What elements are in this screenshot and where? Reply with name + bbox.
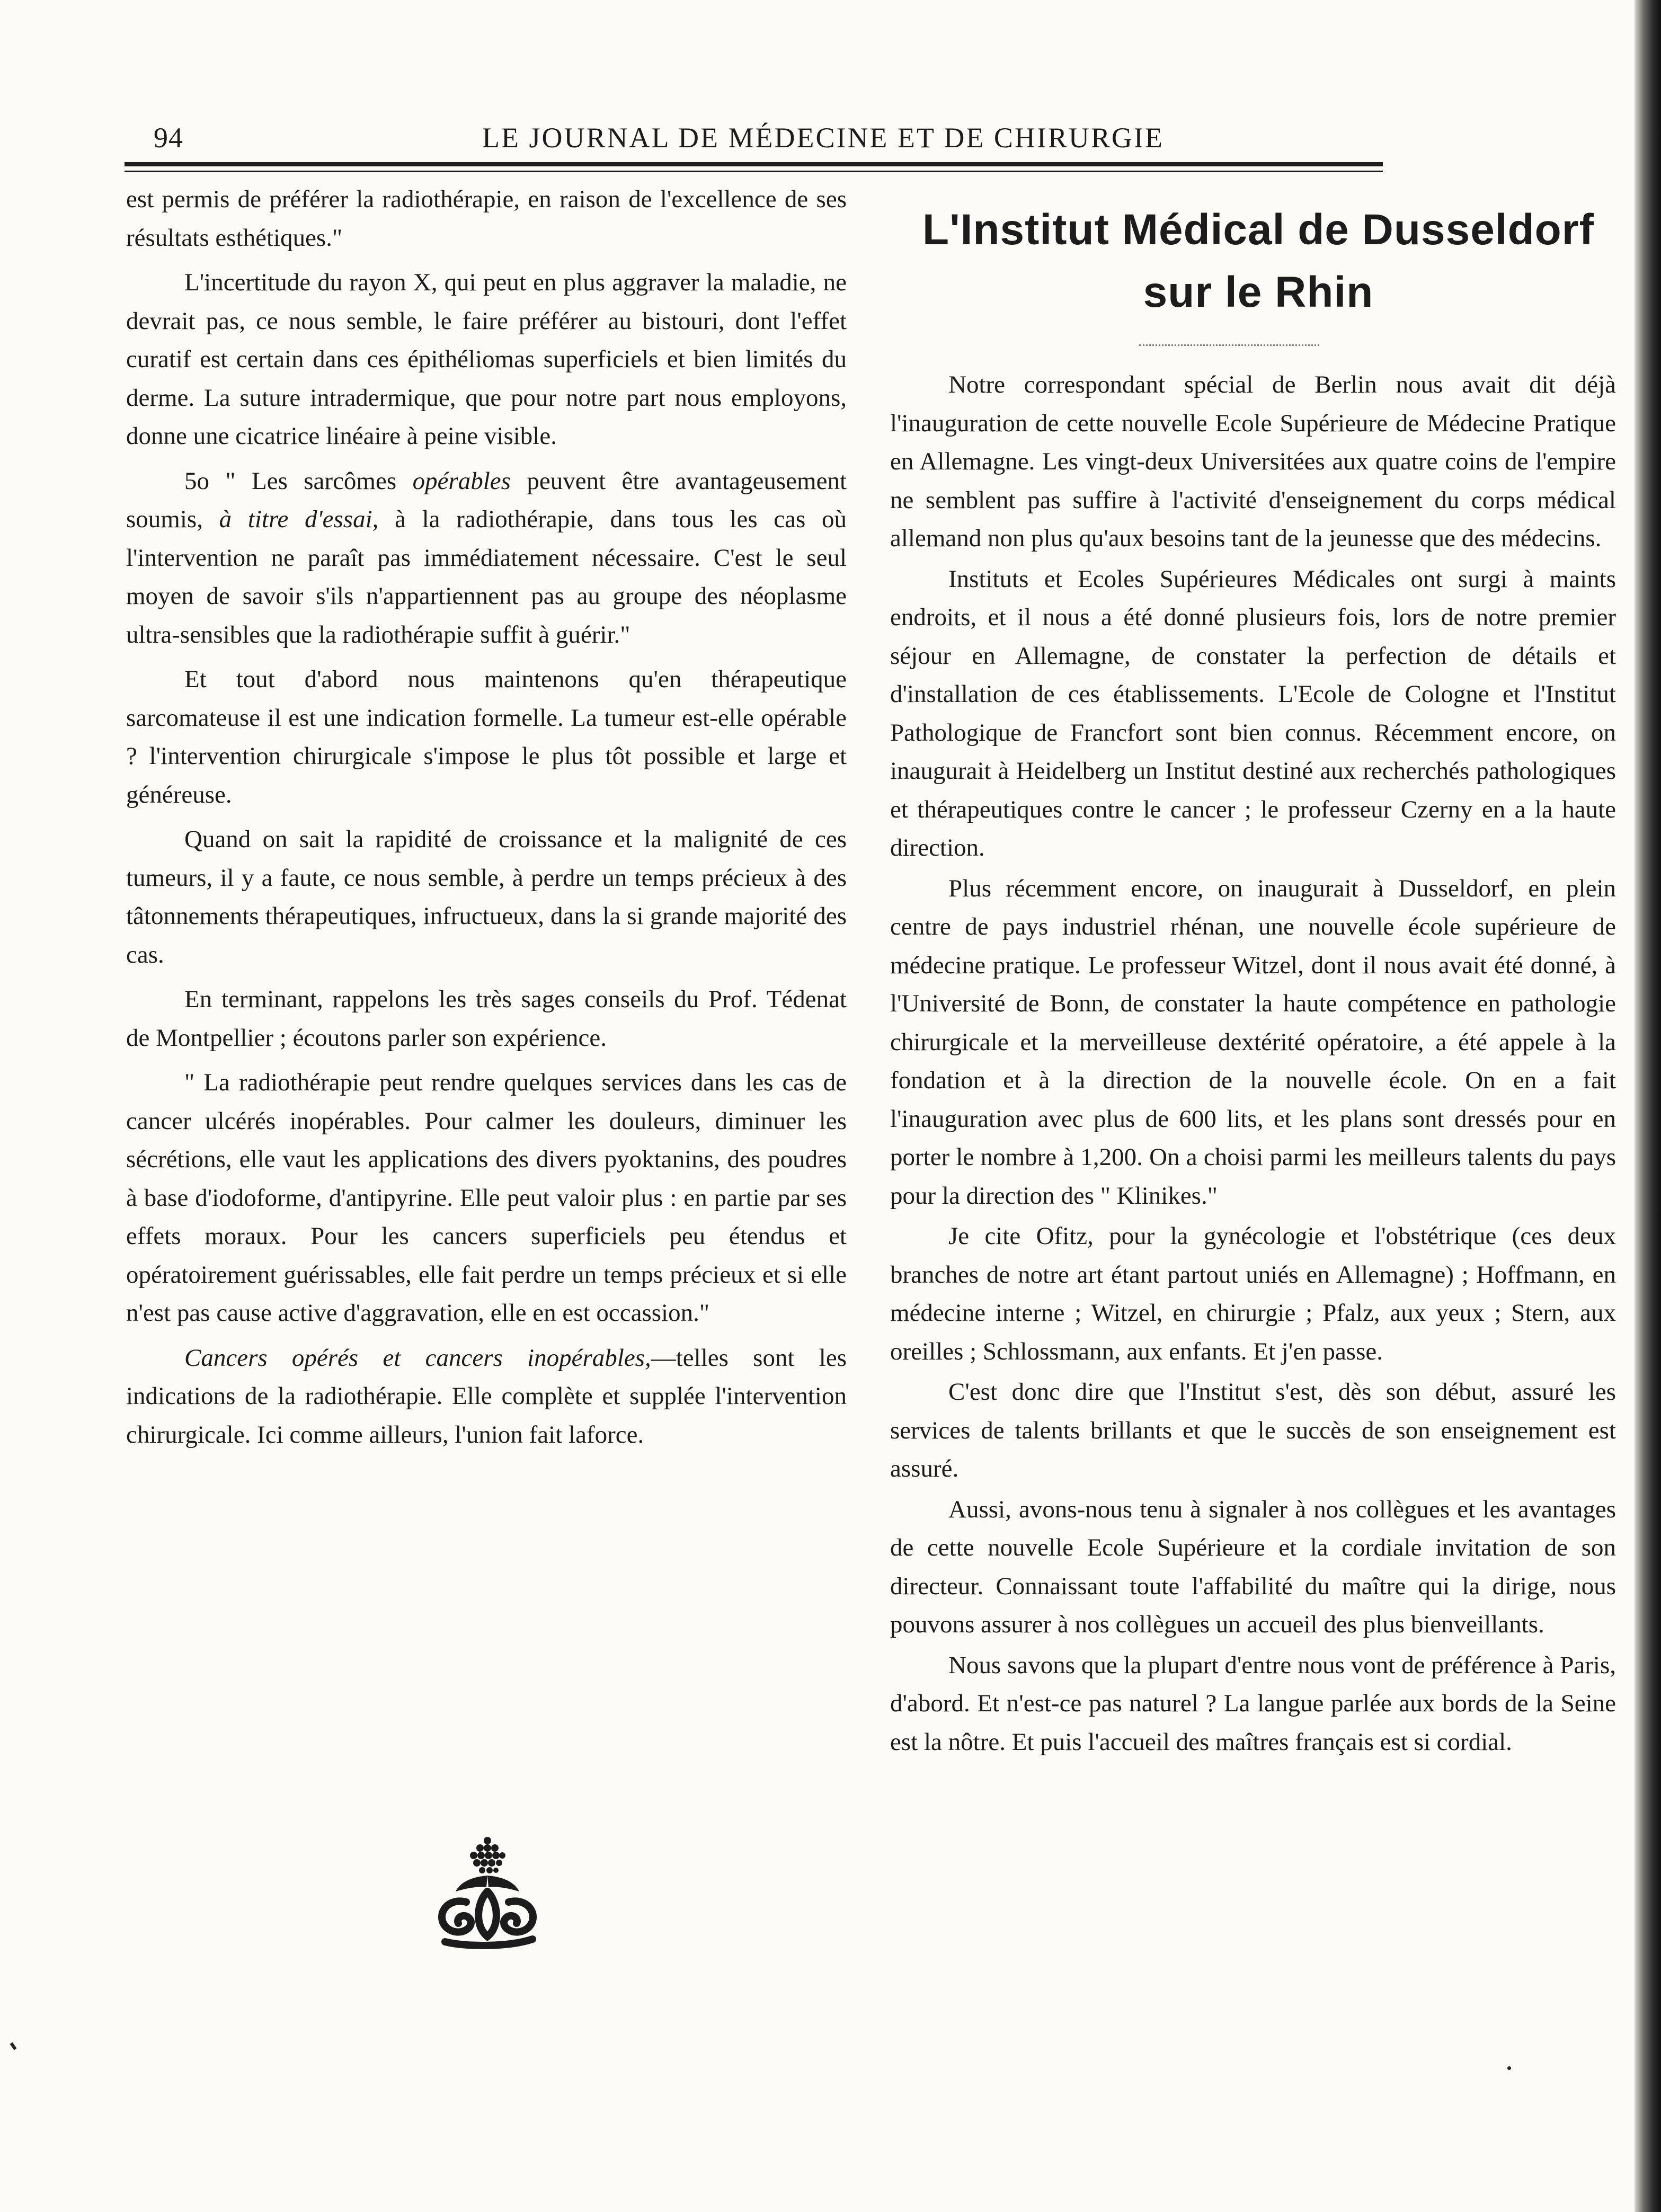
paragraph: Je cite Ofitz, pour la gynécologie et l'obstétrique (ces deux branches de notre art étant partout uniés en Allemagne) ; Hoffmann, en médecine interne ; Witzel, en chirurgie ; Pfalz, aux yeux ; Stern, aux oreilles ; Schlossmann, aux enfants. Et j'en passe. [890, 1222, 1616, 1365]
paragraph: Nous savons que la plupart d'entre nous vont de préférence à Paris, d'abord. Et n'est-ce pas naturel ? La langue parlée aux bords de la Seine est la nôtre. Et puis l'accueil des maîtres français est si cordial. [890, 1651, 1616, 1756]
paragraph: Quand on sait la rapidité de croissance et la malignité de ces tumeurs, il y a faute, ce nous semble, à perdre un temps précieux à des tâtonnements thérapeutiques, infructueux, dans la si grande majorité des cas. [126, 825, 847, 969]
floral-tailpiece-icon [424, 1833, 551, 1960]
page-number: 94 [154, 122, 183, 154]
right-column [890, 366, 1616, 1763]
scan-speck [10, 2042, 17, 2050]
paragraph: C'est donc dire que l'Institut s'est, dès son début, assuré les services de talents brillants et que le succès de son enseignement est assuré. [890, 1378, 1616, 1482]
paragraph-quote: " La radiothérapie peut rendre quelques services dans les cas de cancer ulcérés inopérables. Pour calmer les douleurs, diminuer les sécrétions, elle vaut les applications des divers pyoktanins, des poudres à base d'iodoforme, d'antipyrine. Elle peut valoir plus : en partie par ses effets moraux. Pour les cancers superficiels peu étendus et opératoirement guérissables, elle fait perdre un temps précieux et si elle n'est pas cause active d'aggravation, elle en est occassion." [126, 1069, 847, 1327]
paragraph: L'incertitude du rayon X, qui peut en plus aggraver la maladie, ne devrait pas, ce nous semble, le faire préférer au bistouri, dont l'effet curatif est certain dans ces épithéliomas superficiels et bien limités du derme. La suture intradermique, que pour notre part nous employons, donne une cicatrice linéaire à peine visible. [126, 269, 847, 450]
text-run: 5o " Les sarcômes [184, 467, 413, 495]
left-column [126, 180, 847, 1460]
paragraph: Instituts et Ecoles Supérieures Médicales ont surgi à maints endroits, et il nous a été donné plusieurs fois, lors de notre premier séjour en Allemagne, de constater la perfection de détails et d'installation de ces établissements. L'Ecole de Cologne et l'Institut Pathologique de Francfort sont bien connus. Récemment encore, on inaugurait à Heidelberg un Institut destiné aux recherchés pathologiques et thérapeutiques contre le cancer ; le professeur Czerny en a la haute direction. [890, 565, 1616, 861]
paragraph: est permis de préférer la radiothérapie, en raison de l'excellence de ses résultats esthétiques." [126, 185, 847, 252]
paragraph-sarcomes [126, 462, 847, 654]
binding-edge [1635, 0, 1661, 2212]
italic-run: opérables [412, 467, 511, 495]
paragraph: Aussi, avons-nous tenu à signaler à nos collègues et les avantages de cette nouvelle Ecole Supérieure et la cordiale invitation de son directeur. Connaissant toute l'affabilité du maître qui la dirige, nous pouvons assurer à nos collègues un accueil des plus bienveillants. [890, 1495, 1616, 1638]
text-run: —telles sont les indications de la radiothérapie. Elle complète et supplée l'intervention chirurgicale. Ici comme ailleurs, l'union fait laforce. [126, 1344, 847, 1449]
scan-speck [1507, 2066, 1511, 2070]
journal-title: LE JOURNAL DE MÉDECINE ET DE CHIRURGIE [482, 122, 1164, 154]
italic-run: Cancers opérés et cancers inopérables, [184, 1344, 651, 1372]
title-divider [1139, 344, 1319, 348]
text-run: à la radiothérapie, dans tous les cas où l'intervention ne paraît pas immédiatement nécessaire. C'est le seul moyen de savoir s'ils n'appartiennent pas au groupe des néoplasme ultra-sensibles que la radiothérapie suffit à guérir." [126, 505, 847, 649]
header-rule-thin [125, 171, 1383, 172]
text-run: peuvent être avantageusement soumis, [126, 467, 847, 533]
paragraph: Notre correspondant spécial de Berlin nous avait dit déjà l'inauguration de cette nouvelle Ecole Supérieure de Médecine Pratique en Allemagne. Les vingt-deux Universitées aux quatre coins de l'empire ne semblent pas suffire à l'activité d'enseignement du corps médical allemand non plus qu'aux besoins tant de la jeunesse que des médecins. [890, 371, 1616, 552]
paragraph-conclusion [126, 1339, 847, 1454]
article-title: L'Institut Médical de Dusseldorf sur le Rhin [922, 206, 1594, 316]
paragraph: Et tout d'abord nous maintenons qu'en thérapeutique sarcomateuse il est une indication formelle. La tumeur est-elle opérable ? l'intervention chirurgicale s'impose le plus tôt possible et large et généreuse. [126, 665, 847, 809]
italic-run: à titre d'essai, [219, 505, 379, 533]
paragraph: En terminant, rappelons les très sages conseils du Prof. Tédenat de Montpellier ; écoutons parler son expérience. [126, 985, 847, 1052]
header-rule-thick [125, 162, 1383, 166]
paragraph: Plus récemment encore, on inaugurait à Dusseldorf, en plein centre de pays industriel rhénan, une nouvelle école supérieure de médecine pratique. Le professeur Witzel, dont il nous avait été donné, à l'Université de Bonn, de constater la haute compétence en pathologie chirurgicale et la merveilleuse dextérité opératoire, a été appele à la fondation et à la direction de la nouvelle école. On en a fait l'inauguration avec plus de 600 lits, et les plans sont dressés pour en porter le nombre à 1,200. On a choisi parmi les meilleurs talents du pays pour la direction des " Klinikes." [890, 874, 1616, 1210]
running-head [154, 117, 1383, 159]
